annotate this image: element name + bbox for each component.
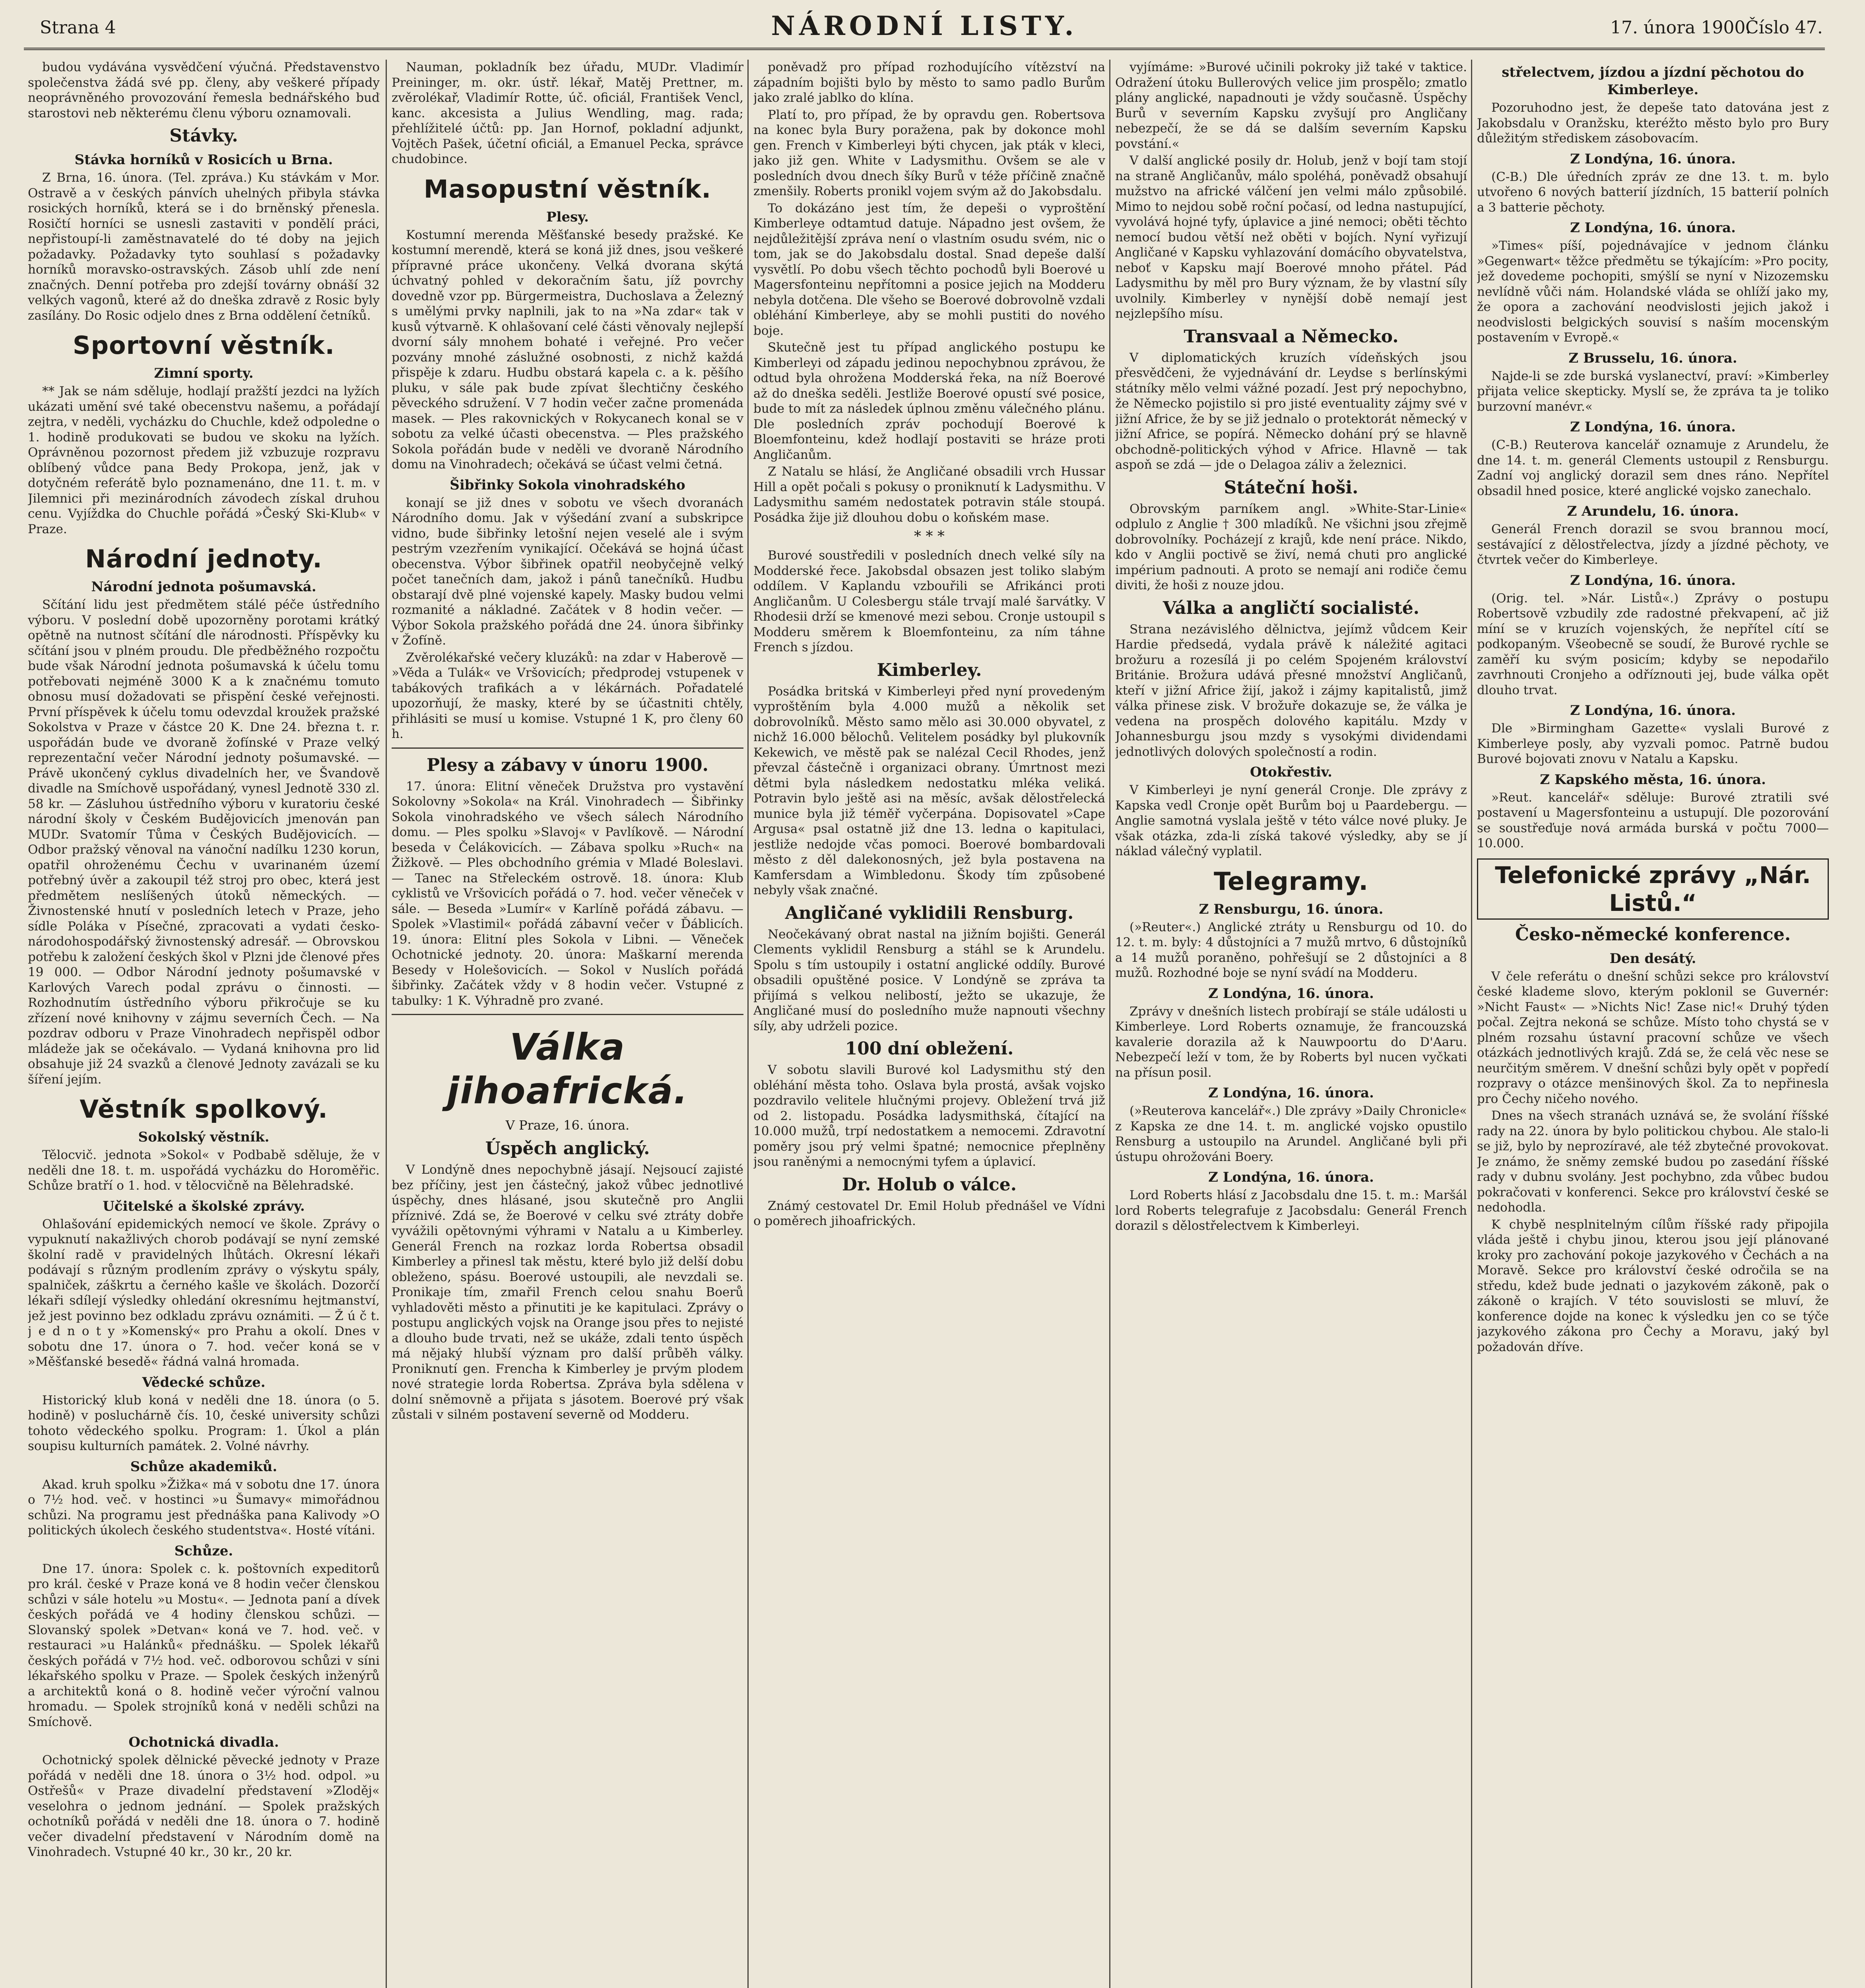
- article-headline: Plesy.: [546, 209, 589, 225]
- article-text: V sobotu slavili Burové kol Ladysmithu stý den obléhání města toho. Oslava byla prostá, avšak vojsko pozdravilo velitele hlučnými projevy. Obležení trvá již od 2. listopadu. Posádka ladysmithská, čítající na 10.000 mužů, trpí nedostatkem a nemocemi. Zdravotní poměry jsou prý velmi špatné; nemocnice přeplněny jsou raněnými a nemocnými tyfem a úplavicí.: [753, 1063, 1105, 1169]
- article-headline: Česko-německé konference.: [1515, 924, 1791, 945]
- masthead-title: NÁRODNÍ LISTY.: [771, 10, 1078, 41]
- telegram-text: Dle »Birmingham Gazette« vyslali Burové z Kimberleye posly, aby vyzvali pomoc. Patrně budou Burové bojovati znovu v Natalu a Kapsku.: [1477, 721, 1829, 766]
- article-text: Ohlašování epidemických nemocí ve škole. Zprávy o vypuknutí nakažlivých chorob podávají se nyní zemské školní radě v pravidelných lhůtách. Okresní lékaři podávají s různým prodlením zprávy o výskytu spály, spalniček, záškrtu a černého kašle ve školách. Dozorčí lékaři sdílejí výsledky ohledání okresnímu hejtmanství, jež jest povinno bez odkladu zprávu oznámiti. — Ž ú č t. j e d n o t y »Komenský« pro Prahu a okolí. Dnes v sobotu dne 17. února o 7. hod. večer koná se v »Měšťanské besedě« řádná valná hromada.: [28, 1217, 380, 1369]
- telegram-dateline: Z Londýna, 16. února.: [1570, 419, 1736, 435]
- telegram-dateline: Z Londýna, 16. února.: [1570, 572, 1736, 588]
- article-text: Zvěrolékařské večery kluzáků: na zdar v Haberově — »Věda a Tulák« ve Vršovicích; předprodej vstupenek v tabákových trafikách a v lékárnách. Pořadatelé upozorňují, že masky, které by se účastniti chtěly, přihlásiti se musí u komise. Vstupné 1 K, pro členy 60 h.: [392, 650, 743, 741]
- article-headline: Šibřinky Sokola vinohradského: [450, 477, 685, 493]
- section-heading: Věstník spolkový.: [80, 1095, 328, 1124]
- article-text: Burové soustředili v posledních dnech velké síly na Modderské řece. Jakobsdal obsazen jest toliko slabým oddílem. V Kaplandu vzbouřili se Afrikánci proti Angličanům. U Colesbergu stále trvají malé šarvátky. V Rhodesii drží se kmenové mezi sebou. Cronje ustoupil s Modderu směrem k Bloemfonteinu, za ním táhne French s jízdou.: [753, 548, 1105, 654]
- article-text: poněvadž pro případ rozhodujícího vítězství na západním bojišti bylo by město to samo padlo Burům jako zralé jablko do klína.: [753, 60, 1105, 105]
- column-rule: [1109, 60, 1110, 1988]
- telegram-text: »Times« píší, pojednávajíce v jednom článku »Gegenwart« těžce předmětu se týkajícím: »Pro pocity, jež dovedeme pochopiti, smýšlí se nyní v Nizozemsku nevlídně vůči nám. Holandské vláda se ohlíží jako my, že opora a zachování neodvislosti jejich jakož i neodvislosti belgických souvisí s naším mocenským postavením v Evropě.«: [1477, 239, 1829, 345]
- article-headline: 100 dní obležení.: [845, 1039, 1014, 1059]
- article-text: Tělocvič. jednota »Sokol« v Podbabě sděluje, že v neděli dne 18. t. m. uspořádá vycházku do Horoměřic. Schůze bratří o 1. hod. v tělocvičně na Bělehradské.: [28, 1148, 380, 1193]
- telephone-news-heading: Telefonické zprávy „Nár. Listů.“: [1477, 858, 1829, 920]
- telegram-text: (»Reuterova kancelář«.) Dle zprávy »Daily Chronicle« z Kapska ze dne 14. t. m. anglické vojsko opustilo Rensburg a ustoupilo na Arundel. Angličané byli při ústupu ohrožováni Boery.: [1115, 1104, 1467, 1164]
- article-text: Posádka britská v Kimberleyi před nyní provedeným vyproštěním byla 4.000 mužů a několik set dobrovolníků. Město samo mělo asi 30.000 obyvatel, z nichž 16.000 bělochů. Velitelem posádky byl plukovník Kekewich, ve městě pak se nalézal Cecil Rhodes, jenž převzal částečně i organizaci obrany. Úmrtnost mezi dětmi byla následkem nedostatku mléka veliká. Potravin bylo ještě asi na měsíc, avšak dělostřelecká munice byla již téměř vyčerpána. Dopisovatel »Cape Argusa« psal ostatně již dne 13. ledna o kapitulaci, jestliže nedojde včas pomoci. Boerové bombardovali město z děl dalekonosných, jež byla postavena na Kamfersdam a Wimbledonu. Škody tím způsobené nebyly však značné.: [753, 684, 1105, 897]
- article-text: ** Jak se nám sděluje, hodlají pražští jezdci na lyžích ukázati umění své také obecenstvu našemu, a pořádají zejtra, v neděli, vycházku do Chuchle, kdež odpoledne o 1. hodině produkovati se budou ve skoku na lyžích. Oprávněnou pozornost předem již vzbuzuje rozpravu oblíbený vůdce pana Bedy Prokopa, jenž, jak v dotyčném referátě bylo poznamenáno, dne 11. t. m. v Jilemnici při mezinárodních závodech získal druhou cenu. Vyjíždka do Chuchle pořádá »Český Ski-Klub« v Praze.: [28, 384, 380, 536]
- column-rule: [386, 60, 387, 1988]
- article-text: Historický klub koná v neděli dne 18. února (o 5. hodině) v posluchárně čís. 10, české university schůzi tohoto vědeckého spolku. Program: 1. Úkol a plán soupisu kulturních památek. 2. Volné návrhy.: [28, 1393, 380, 1453]
- column-2: [392, 60, 743, 1988]
- article-text: Obrovským parníkem angl. »White-Star-Linie« odplulo z Anglie † 300 mladíků. Ne všichni jsou zřejmě dobrovolníky. Pocházejí z krajů, kde není práce. Nikdo, kdo v Anglii poctivě se živí, nemá chuti pro anglické impérium padnouti. A proto se nemají ani rodiče čemu diviti, že hoši z nouze jdou.: [1115, 501, 1467, 592]
- article-text: Dnes na všech stranách uznává se, že svolání říšské rady na 22. února by bylo politickou chybou. Ale stalo-li se již, bylo by neprozíravé, ale též zbytečné provokovat. Je známo, že sněmy zemské budou po zasedání říšské rady v dubnu svolány. Jest pochybno, zda vůbec budou pokračovati v konferenci. Sekce pro království české se nedohodla.: [1477, 1109, 1829, 1215]
- telegram-text: Lord Roberts hlásí z Jacobsdalu dne 15. t. m.: Maršál lord Roberts telegrafuje z Jacobsdalu: Generál French dorazil s dělostřelectvem k Kimberleyi.: [1115, 1188, 1467, 1233]
- issue-number: Číslo 47.: [1745, 17, 1823, 38]
- telegram-dateline: Z Londýna, 16. února.: [1208, 1085, 1374, 1101]
- telegram-dateline: Z Kapského města, 16. února.: [1540, 771, 1766, 788]
- article-headline: Schůze.: [174, 1543, 233, 1559]
- dateline: V Praze, 16. února.: [505, 1118, 630, 1133]
- column-4: [1115, 60, 1467, 1988]
- article-headline: Transvaal a Německo.: [1184, 326, 1399, 347]
- article-text: Pozoruhodno jest, že depeše tato datována jest z Jakobsdalu v Oranžsku, kteréžto město bylo pro Bury důležitým střediskem zásobovacím.: [1477, 101, 1829, 146]
- page-label: Strana 4: [40, 17, 116, 38]
- telegram-text: (»Reuter«.) Anglické ztráty u Rensburgu od 10. do 12. t. m. byly: 4 důstojníci a 7 mužů mrtvo, 6 důstojníků a 14 mužů poraněno, pohřešují se 2 důstojníci a 8 mužů. Rozhodné boje se nyní svádí na Modderu.: [1115, 920, 1467, 980]
- divider: [392, 1014, 743, 1015]
- article-text: vyjímáme: »Burové učinili pokroky již také v taktice. Odražení útoku Bullerových velice jim prospělo; zmatlo plány anglické, napadnouti je vždy současně. Úspěchy Burů v severním Kapsku zvyšují pro Angličany nebezpečí, že se dá se dalším severním Kapsku povstání.«: [1115, 60, 1467, 151]
- article-headline: Ochotnická divadla.: [128, 1734, 279, 1750]
- section-heading: Národní jednoty.: [85, 544, 322, 573]
- column-rule: [1471, 60, 1472, 1988]
- article-headline: Schůze akademiků.: [130, 1458, 278, 1475]
- article-text: budou vydávána vysvědčení výučná. Představenstvo společenstva žádá své pp. členy, aby veškeré případy neoprávněného provozování řemesla bednářského buď starostovi neb některému členu výboru oznamovali.: [28, 60, 380, 120]
- telegram-dateline: Z Brusselu, 16. února.: [1568, 350, 1737, 366]
- telegram-dateline: Z Londýna, 16. února.: [1570, 151, 1736, 167]
- divider: [392, 747, 743, 749]
- telegram-dateline: Z Londýna, 16. února.: [1208, 985, 1374, 1002]
- article-headline: Sokolský věstník.: [138, 1129, 270, 1145]
- article-text: Strana nezávislého dělnictva, jejímž vůdcem Keir Hardie předsedá, vydala právě k náležité agitaci brožuru a rozesílá ji po celém Spojeném království Británie. Brožura udává přesné množství Angličanů, kteří v jižní Africe žijí, jakož i zájmy kapitalistů, jimž válka přinese zisk. V brožuře dokazuje se, že válka je vedena na prospěch dolového kapitálu. Mzdy v Johannesburgu jsou mzdy s vysokými dividendami jednotlivých dolových společností a rodin.: [1115, 622, 1467, 759]
- article-text: K chybě nesplnitelným cílům říšské rady připojila vláda ještě i chybu jinou, kterou jsou její plánované kroky pro zachování pokoje jazykového v Čechách a na Moravě. Sekce pro království české odročila se na středu, kdež bude jednati o jazykovém zákoně, pak o zákoně o krajích. V této souvislosti se mluví, že konference dojde na konec k výsledku jen co se týče jazykového zákona pro Čechy a Moravu, jaký byl požadován dříve.: [1477, 1217, 1829, 1354]
- column-5: [1477, 60, 1829, 1988]
- running-head: [24, 0, 1825, 50]
- telegram-text: Najde-li se zde burská vyslanectví, praví: »Kimberley přijata velice skepticky. Myslí se, že zpráva ta je toliko burzovní manévr.«: [1477, 369, 1829, 414]
- telegram-text: (C-B.) Reuterova kancelář oznamuje z Arundelu, že dne 14. t. m. generál Clements ustoupil z Rensburgu. Zadní voj anglický dorazil sem dnes ráno. Nepřítel obsadil hned posice, které anglické vojsko zanechalo.: [1477, 438, 1829, 498]
- article-headline: Národní jednota pošumavská.: [91, 579, 316, 595]
- article-text: Dne 17. února: Spolek c. k. poštovních expeditorů pro král. české v Praze koná ve 8 hodin večer členskou schůzi v sále hotelu »u Mostu«. — Jednota paní a dívek českých pořádá ve 4 hodiny členskou schůzi. — Slovanský spolek »Detvan« koná ve 7. hod. več. v restauraci »u Halánků« přednášku. — Spolek lékařů českých pořádá v 7½ hod. več. odborovou schůzi v síni lékařského spolku v Praze. — Spolek českých inženýrů a architektů koná o 8. hodině večer výroční valnou hromadu. — Spolek strojníků koná v neděli schůzi na Smíchově.: [28, 1561, 380, 1729]
- article-headline: Kimberley.: [877, 660, 982, 680]
- article-text: Známý cestovatel Dr. Emil Holub přednášel ve Vídni o poměrech jihoafrických.: [753, 1198, 1105, 1228]
- article-headline: střelectvem, jízdou a jízdní pěchotou do Kimberleye.: [1502, 64, 1804, 98]
- section-heading: Telegramy.: [1213, 866, 1369, 896]
- article-headline: Plesy a zábavy v únoru 1900.: [427, 755, 708, 775]
- article-headline: Učitelské a školské zprávy.: [103, 1198, 305, 1214]
- section-stars: * * *: [914, 528, 945, 545]
- article-text: To dokázáno jest tím, že depeši o vyproštění Kimberleye odtamtud datuje. Nápadno jest ovšem, že nejdůležitější zpráva není o vlastním osudu svém, nic o tom, jak se do Jakobsdalu dostal. Snad depeše další vysvětlí. Po dobu všech těchto pochodů byli Boerové u Magersfonteinu nepřítomni a posice jejich na Modderu nebyla dotčena. Dle všeho se Boerové dobrovolně vzdali obléhání Kimberleye, aby se mohli pustiti do nového boje.: [753, 201, 1105, 338]
- column-rule: [747, 60, 749, 1988]
- article-text: Platí to, pro případ, že by opravdu gen. Robertsova na konec byla Bury poražena, pak by dokonce mohl gen. French v Kimberleyi býti chycen, jak pták v kleci, jako již gen. White v Ladysmithu. Ovšem se ale v posledních dvou dnech šíky Burů v téže příčině značně zmenšily. Roberts pronikl vojem svým až do Jakobsdalu.: [753, 107, 1105, 198]
- article-headline: Státeční hoši.: [1224, 477, 1358, 498]
- article-headline: Angličané vyklidili Rensburg.: [785, 903, 1074, 923]
- article-headline: Válka a angličtí socialisté.: [1162, 598, 1420, 618]
- article-headline: Dr. Holub o válce.: [842, 1174, 1017, 1195]
- article-text: V diplomatických kruzích vídeňských jsou přesvědčeni, že vyjednávání dr. Leydse s berlínskými státníky mělo velmi vážné pozadí. Jest prý nepochybno, že Německo pojistilo si pro jisté eventuality zájmy své v jižní Africe, že by se již jednalo o protektorát německý v jižní Africe, se popírá. Německo dohání prý se hlavně obchodně-politických výhod v Africe. Hlavně — tak aspoň se zdá — jde o Delagoa záliv a železnici.: [1115, 350, 1467, 472]
- article-text: Neočekávaný obrat nastal na jižním bojišti. Generál Clements vyklidil Rensburg a stáhl se k Arundelu. Spolu s tím ustoupily i ostatní anglické oddíly. Burové obsadili opuštěné posice. V Londýně se zpráva ta přijímá s velkou nelibostí, ježto se ukazuje, že Angličané musí do posledního muže napnouti všechny síly, aby udrželi pozice.: [753, 927, 1105, 1033]
- section-heading: Masopustní věstník.: [423, 174, 712, 204]
- section-heading: Stávky.: [169, 126, 238, 146]
- article-headline: Zimní sporty.: [154, 365, 254, 381]
- telegram-text: (Orig. tel. »Nár. Listů«.) Zprávy o postupu Robertsově vzbudily zde radostné překvapení, ač již míní se v kruzích vojenských, že nepřítel cítí se podkopaným. Všeobecně se soudí, že Burové rychle se zaměří ku svým posicím; kdyby se nepodařilo zavrhnouti Cronjeho a odříznouti jej, bude válka opět dlouho trvat.: [1477, 591, 1829, 697]
- article-text: Akad. kruh spolku »Žižka« má v sobotu dne 17. února o 7½ hod. več. v hostinci »u Šumavy« mimořádnou schůzi. Na programu jest přednáška pana Kalivody »O politických úkolech českého studentstva«. Hosté vítáni.: [28, 1477, 380, 1538]
- article-text: V Kimberleyi je nyní generál Cronje. Dle zprávy z Kapska vedl Cronje opět Burům boj u Paardebergu. — Anglie samotná vyslala ještě v této válce nové pluky. Je však otázka, zda-li získá takové výsledky, aby se jí náklad válečný vyplatil.: [1115, 783, 1467, 858]
- article-text: Sčítání lidu jest předmětem stálé péče ústředního výboru. V poslední době upozorněny porotami krátký opětně na nutnost sčítání dle národnosti. Příspěvky ku sčítání jsou v plném proudu. Dle předběžného rozpočtu bude však Národní jednota pošumavská k účelu tomu potřebovati nejméně 3000 K a k značnému tomuto obnosu musí dožadovati se přispění české veřejnosti. První příspěvek k účelu tomu odevzdal kroužek pražské Sokolstva v Praze v částce 20 K. Dne 24. března t. r. uspořádán bude ve dvoraně žofínské v Praze velký reprezentační večer Národní jednoty pošumavské. — Právě ukončený cyklus divadelních her, ve Švandově divadle na Smíchově uspořádaný, vynesl Jednotě 330 zl. 58 kr. — Zásluhou ústředního výboru v kuratoriu české národní školy v Českém Budějovicích jmenován pan MUDr. Svatomír Tůma v Českých Budějovicích. — Odbor pražský věnoval na vánoční nadílku 1230 korun, opatřil ohroženému Čechu v uvarinaném území potřebný úvěr a zakoupil též stroj pro obec, která jest předmětem neslíšených útoků německých. — Živnostenské hnutí v posledních letech v Praze, jeho sídle Poláka v Písečné, zpracovati a vydati česko-národohospodářský živnostenský adresář. — Obrovskou potřebu k založení českých škol v Plzni jde členové přes 19 000. — Odbor Národní jednoty pošumavské v Karlových Varech podal zprávu o činnosti. — Rozhodnutím ústředního výboru přikročuje se ku zřízení nové knihovny v zájmu severních Čech. — Na pozdrav odboru v Praze Vinohradech nepřispěl odbor mládeže jak se očekávalo. — Vydaná knihovna pro lid obsahuje již 24 svazků a členové Jednoty zavázali se ku šíření jejím.: [28, 598, 380, 1087]
- issue-date: 17. února 1900.: [1610, 17, 1751, 38]
- column-3: [753, 60, 1105, 1988]
- article-subheadline: Den desátý.: [1609, 950, 1696, 967]
- telegram-dateline: Z Londýna, 16. února.: [1570, 703, 1736, 718]
- article-text: 17. února: Elitní věneček Družstva pro vystavění Sokolovny »Sokola« na Král. Vinohradech — Šibřinky Sokola vinohradského ve všech sálech Národního domu. — Ples spolku »Slavoj« v Pavlíkově. — Národní beseda v Čelákovicích. — Zábava spolku »Ruch« na Žižkově. — Ples obchodního grémia v Mladé Boleslavi. — Tanec na Střeleckém ostrově. 18. února: Klub cyklistů ve Vršovicích pořádá o 7. hod. večer věneček v sále. — Beseda »Lumír« v Karlíně pořádá zábavu. — Spolek »Vlastimil« pořádá zábavní večer v Ďáblicích. 19. února: Elitní ples Sokola v Libni. — Věneček Ochotnické jednoty. 20. února: Maškarní merenda Besedy v Holešovicích. — Sokol v Nuslích pořádá šibřinky. Začátek vždy v 8 hodin večer. Vstupné z tabulky: 1 K. Výhradně pro zvané.: [392, 779, 743, 1008]
- telegram-text: Generál French dorazil se svou brannou mocí, sestávající z dělostřelectva, jízdy a jízdné pěchoty, ve čtvrtek večer do Kimberleye.: [1477, 522, 1829, 567]
- article-headline: Otokřestiv.: [1250, 764, 1333, 780]
- telegram-text: Zprávy v dnešních listech probírají se stále události u Kimberleye. Lord Roberts oznamuje, že francouzská kavalerie dorazila až k Nauwpoortu do D'Aaru. Nebezpečí leží v tom, že by Roberts byl nucen vyčkati na přísun posil.: [1115, 1004, 1467, 1080]
- article-text: Ochotnický spolek dělnické pěvecké jednoty v Praze pořádá v neděli dne 18. února o 3½ hod. odpol. »u Ostřešů« v Praze divadelní představení »Zloděj« veselohra o jednom jednání. — Spolek pražských ochotníků pořádá v neděli dne 18. února o 7. hodině večer divadelní představení v Národním domě na Vinohradech. Vstupné 40 kr., 30 kr., 20 kr.: [28, 1753, 380, 1859]
- article-text: V čele referátu o dnešní schůzi sekce pro království české klademe slovo, kterým poklonil se Guvernér: »Nicht Faust« — »Nichts Nic! Zase nic!« Druhý týden počal. Zejtra nekoná se schůze. Místo toho chystá se v plném rozsahu ústavní pracovní schůze ve všech otázkách jednotlivých krajů. Zdá se, že celá věc nese se neurčitým směrem. V dnešní schůzi byly opět v popředí rozpravy o otázce menšinových škol. Za to nepřinesla pro Čechy ničeho nového.: [1477, 969, 1829, 1106]
- article-text: Z Brna, 16. února. (Tel. zpráva.) Ku stávkám v Mor. Ostravě a v českých pánvích uhelných přibyla stávka rosických horníků, která se i do brněnský přenesla. Rosičtí horníci se usnesli zastaviti v pondělí práci, nepřistoupí-li zaměstnavatelé do té doby na jejich požadavky. Požadavky tyto souhlasí s požadavky horníků moravsko-ostravských. Zásob uhlí zde není značných. Denní potřeba pro zdejší továrny obnáší 32 velkých vagonů, které až do dneška zdravě z Rosic byly zasílány. Do Rosic odjelo dnes z Brna oddělení četníků.: [28, 171, 380, 323]
- article-text: konají se již dnes v sobotu ve všech dvoranách Národního domu. Jak v výšedání zvaní a subskripce vidno, bude šibřinky letošní nejen veselé ale i svým pestrým vzezřením vynikající. Očekává se hojná účast obecenstva. Výbor šibřinek opatřil neobyčejně velký počet tanečních dam, jakož i pánů tanečníků. Hudbu obstarají dvě plné vojenské kapely. Masky budou velmi rozmanité a nákladné. Začátek v 8 hodin večer. — Výbor Sokola pražského pořádá dne 24. února šibřinky v Žofíně.: [392, 495, 743, 648]
- article-headline: Stávka horníků v Rosicích u Brna.: [74, 152, 333, 168]
- section-heading: Sportovní věstník.: [72, 331, 335, 360]
- telegram-dateline: Z Londýna, 16. února.: [1570, 220, 1736, 236]
- article-headline: Vědecké schůze.: [142, 1374, 266, 1390]
- article-text: Z Natalu se hlásí, že Angličané obsadili vrch Hussar Hill a opět počali s pokusy o proniknutí k Ladysmithu. V Ladysmithu samém nedostatek potravin stále stoupá. Posádka žije již dlouhou dobu o koňském mase.: [753, 464, 1105, 525]
- article-text: Skutečně jest tu případ anglického postupu ke Kimberleyi od západu jedinou nepochybnou zprávou, že odtud byla ohrožena Modderská řeka, na níž Boerové až do dneška seděli. Jestliže Boerové opustí své posice, bude to mít za následek úplnou změnu válečného plánu. Dle posledních zpráv pochodují Boerové k Bloemfonteinu, kdež hodlají postaviti se hráze proti Angličanům.: [753, 340, 1105, 462]
- telegram-text: (C-B.) Dle úředních zpráv ze dne 13. t. m. bylo utvořeno 6 nových batterií jízdních, 15 batterií polních a 3 batterie pěchoty.: [1477, 169, 1829, 215]
- telegram-dateline: Z Rensburgu, 16. února.: [1199, 901, 1384, 917]
- article-text: Nauman, pokladník bez úřadu, MUDr. Vladimír Preininger, m. okr. ústř. lékař, Matěj Prettner, m. zvěrolékař, Vladimír Rotte, úč. oficiál, František Vencl, kanc. akcesista a Julius Wendling, mag. rada; přehlížitelé účtů: pp. Jan Hornof, pokladní adjunkt, Vojtěch Pašek, účetní oficiál, a Emanuel Pecka, správce chudobince.: [392, 60, 743, 166]
- article-text: V další anglické posily dr. Holub, jenž v bojí tam stojí na straně Angličanův, málo spoléhá, poněvadž obsahují mužstvo na africké válčení jen velmi málo způsobilé. Mimo to nejdou sobě roční počasí, od ledna nastupující, vyvolává hojné tyfy, úplavice a jiné nemoci; oběti těchto nemocí budou větší než oběti v bojích. Nyní vyřizují Angličané v Kapsku vyhlazování domácího obyvatelstva, neboť v Kapsku mají Boerové mnoho přátel. Pád Ladysmithu by měl pro Bury význam, že by vlastní síly uvolnily. Kimberley v nynější době nemají jest nejzlepšího mísu.: [1115, 153, 1467, 321]
- column-1: [28, 60, 380, 1988]
- article-text: V Londýně dnes nepochybně jásají. Nejsoucí zajisté bez příčiny, jest jen částečný, jakož vůbec jednotlivé úspěchy, dnes hlásané, jsou skutečně pro Anglii příznivé. Zdá se, že Boerové v celku své ztráty dobře vyvážili opětovnými výhrami v Natalu a u Kimberley. Generál French na rozkaz lorda Robertsa obsadil Kimberley a přinesl tak městu, které bylo již delší dobu obleženo, spásu. Boerové ustoupili, ale nevzdali se. Pronikaje tím, zmařil French celou snahu Boerů vyhladověti město a přinutiti je ke kapitulaci. Zprávy o postupu anglických vojsk na Orange jsou přes to nejisté a dlouho bude trvati, než se ukáže, zdali tento úspěch má nějaký hlubší význam pro další průběh války. Proniknutí gen. Frencha k Kimberley je prvým plodem nové strategie lorda Robertsa. Zpráva byla sdělena v dolní sněmovně a přijata s jásotem. Boerové prý však zůstali v silném postavení severně od Modderu.: [392, 1163, 743, 1422]
- telegram-text: »Reut. kancelář« sděluje: Burové ztratili své postavení u Magersfonteinu a ustupují. Dle pozorování se soustřeďuje nová armáda burská v počtu 7000—10.000.: [1477, 790, 1829, 850]
- article-headline: Úspěch anglický.: [485, 1138, 650, 1159]
- war-section-heading: Válka jihoafrická.: [446, 1026, 689, 1112]
- telegram-dateline: Z Londýna, 16. února.: [1208, 1169, 1374, 1185]
- telegram-dateline: Z Arundelu, 16. února.: [1567, 503, 1739, 519]
- article-text: Kostumní merenda Měšťanské besedy pražské. Ke kostumní merendě, která se koná již dnes, jsou veškeré přípravné práce ukončeny. Velká dvorana skýtá úchvatný pohled v dekoračním šatu, jíž povrchy dovedně vzor pp. Bürgermeistra, Duchoslava a Železný s umělými prvky naplnili, jak to na »Na zdar« tak v kusů výtvarně. K ohlašovaní celé části věnovaly nejlepší dvorní sály mnohem bohaté i veřejné. Pro večer pozvány mnohé záslužné osobnosti, z nichž každá přispěje k zdaru. Hudbu obstará kapela c. a k. pěšího pluku, v sále pak bude zpívat šlechtičny českého pěveckého sdružení. V 7 hodin večer začne promenáda masek. — Ples rakovnických v Rokycanech konal se v sobotu za velké účasti obecenstva. — Ples pražského Sokola pořádán bude v neděli ve dvoraně Národního domu na Vinohradech; očekává se účast velmi četná.: [392, 227, 743, 472]
